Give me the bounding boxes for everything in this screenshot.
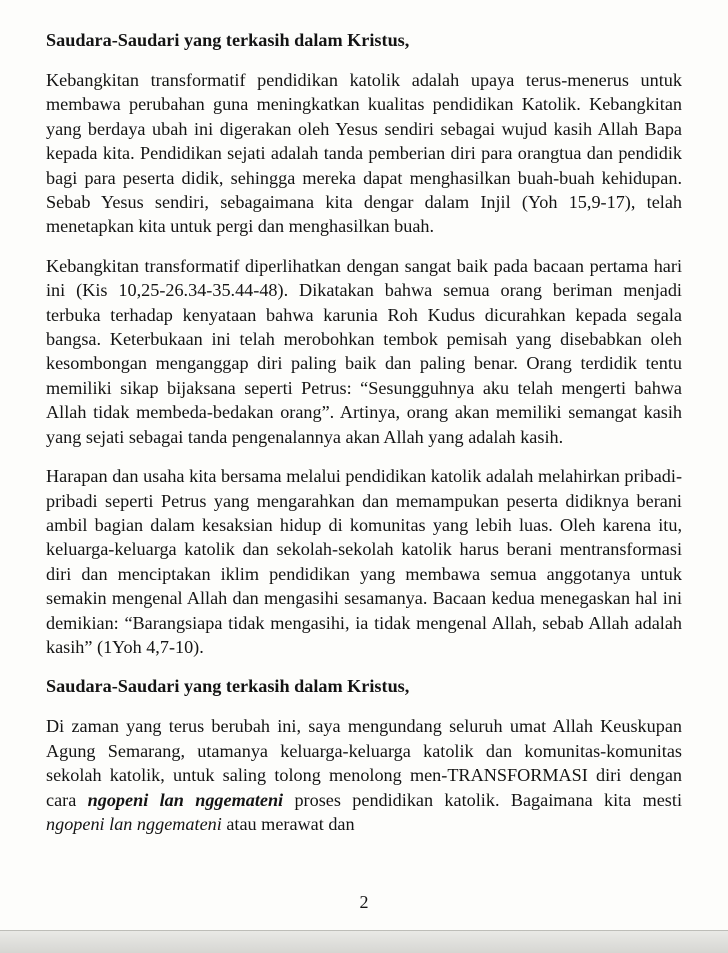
paragraph-3: Harapan dan usaha kita bersama melalui pendidikan katolik adalah melahirkan pribadi-pribadi seperti Petrus yang mengarahkan dan memampukan peserta didiknya berani ambil bagian dalam kesaksian hidup di komunitas yang lebih luas. Oleh karena itu, keluarga-keluarga katolik dan sekolah-sekolah katolik harus berani mentransformasi diri dan menciptakan iklim pendidikan yang membawa semua anggotanya untuk semakin mengenal Allah dan mengasihi sesamanya. Bacaan kedua menegaskan hal ini demikian: “Barangsiapa tidak mengasihi, ia tidak mengenal Allah, sebab Allah adalah kasih” (1Yoh 4,7-10).	[46, 466, 682, 657]
spacer	[46, 449, 682, 464]
greeting-heading-2: Saudara-Saudari yang terkasih dalam Kristus,	[46, 676, 410, 697]
emphasis-italic-phrase: ngopeni lan nggemateni	[46, 813, 222, 834]
emphasis-bold-phrase: ngopeni lan nggemateni	[87, 789, 284, 810]
page-number: 2	[359, 892, 369, 912]
spacer	[46, 659, 682, 674]
paragraph-2: Kebangkitan transformatif diperlihatkan dengan sangat baik pada bacaan pertama hari ini (Kis 10,25-26.34-35.44-48). Dikatakan bahwa semua orang beriman menjadi terbuka terhadap kenyataan bahwa karunia Roh Kudus dicurahkan kepada segala bangsa. Keterbukaan ini telah merobohkan tembok pemisah yang disebabkan oleh kesombongan menganggap diri paling baik dan paling benar. Orang terdidik tentu memiliki sikap bijaksana seperti Petrus: “Sesungguhnya aku telah mengerti bahwa Allah tidak membeda-bedakan orang”. Artinya, orang akan memiliki semangat kasih yang sejati sebagai tanda pengenalannya akan Allah yang adalah kasih.	[46, 255, 682, 447]
paragraph-4	[46, 714, 682, 836]
spacer	[46, 239, 682, 254]
paragraph-4-text-3: atau merawat dan	[221, 813, 355, 834]
paragraph-1: Kebangkitan transformatif pendidikan katolik adalah upaya terus-menerus untuk membawa perubahan guna meningkatkan kualitas pendidikan Katolik. Kebangkitan yang berdaya ubah ini digerakan oleh Yesus sendiri sebagai wujud kasih Allah Bapa kepada kita. Pendidikan sejati adalah tanda pemberian diri para orangtua dan pendidik bagi para peserta didik, sehingga mereka dapat menghasilkan buah-buah kehidupan. Sebab Yesus sendiri, sebagaimana kita dengar dalam Injil (Yoh 15,9-17), telah menetapkan kita untuk pergi dan menghasilkan buah.	[46, 70, 682, 237]
greeting-heading-1: Saudara-Saudari yang terkasih dalam Kristus,	[46, 30, 410, 50]
page-bottom-edge	[0, 930, 728, 953]
spacer	[46, 698, 682, 714]
spacer	[46, 52, 682, 68]
paragraph-4-text-2: proses pendidikan katolik. Bagaimana kita mesti	[283, 789, 682, 810]
document-page	[46, 28, 682, 836]
paragraph-4-text-1: Di zaman yang terus berubah ini, saya mengundang seluruh umat Allah Keuskupan Agung Semarang, utamanya keluarga-keluarga katolik dan komunitas-komunitas sekolah katolik, untuk saling tolong menolong men-TRANSFORMASI diri dengan cara	[46, 716, 682, 810]
